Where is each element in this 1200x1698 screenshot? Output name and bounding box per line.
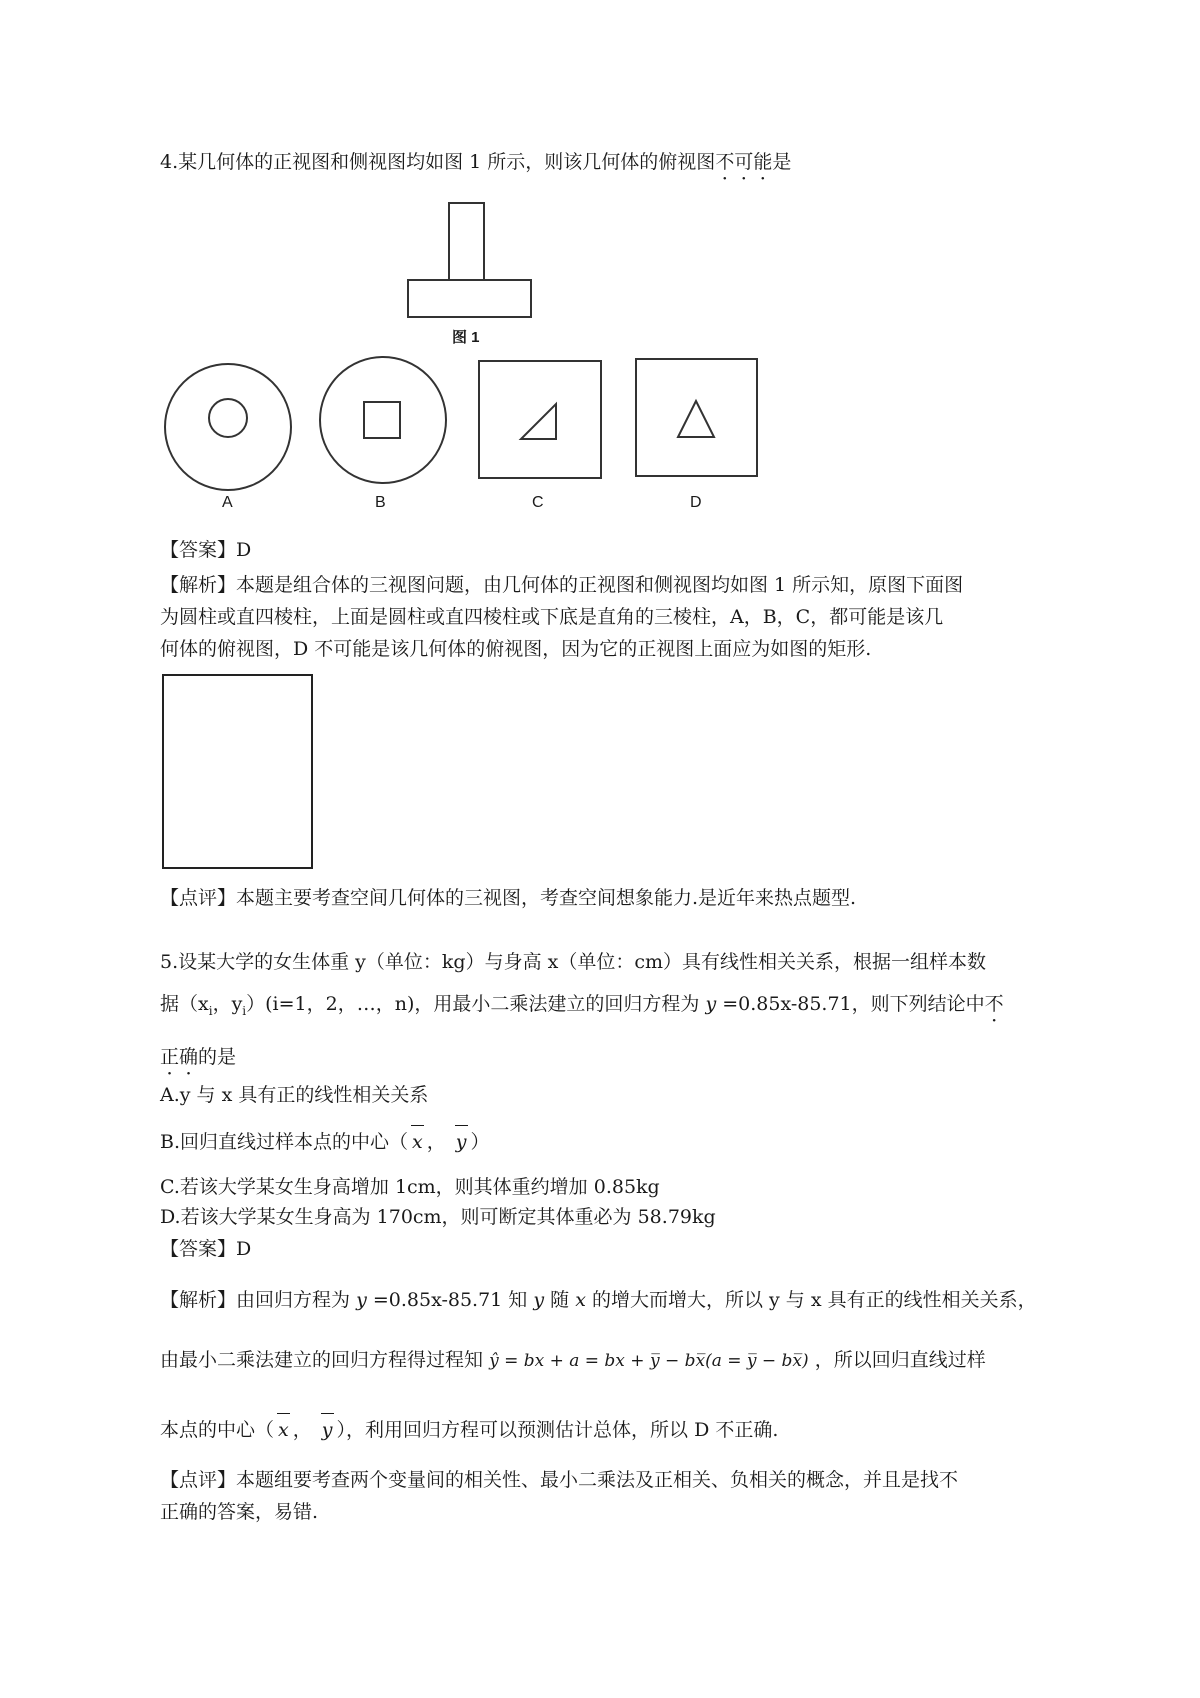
analysis-rectangle: [163, 675, 312, 868]
emph-char: 不: [715, 151, 735, 173]
q5-stem-line-3: 正确的是: [160, 1046, 237, 1068]
q5-comment-line-2: 正确的答案，易错.: [160, 1501, 319, 1523]
option-d-drawing: [636, 359, 757, 476]
q4-answer: 【答案】D: [160, 539, 252, 561]
option-b-drawing: [320, 357, 446, 483]
q5-analysis-line-2: 由最小二乘法建立的回归方程得过程知 ŷ = bx + a = bx + y̅ − bx̅(a = y̅ − bx̅) ，所以回归直线过样: [160, 1349, 986, 1371]
option-c-label: C: [532, 494, 544, 511]
emph-char: 正: [160, 1046, 180, 1068]
option-d-label: D: [690, 494, 702, 511]
emph-char: 确: [179, 1046, 199, 1068]
q5-option-b: B.回归直线过样本点的中心（ x ， y ）: [160, 1131, 490, 1153]
regression-formula: ŷ = bx + a = bx + y̅ − bx̅(a = y̅ − bx̅): [489, 1351, 809, 1371]
option-b-label: B: [375, 494, 386, 511]
option-c-drawing: [479, 361, 601, 478]
q5-comment-line-1: 【点评】本题组要考查两个变量间的相关性、最小二乘法及正相关、负相关的概念，并且是找不: [160, 1469, 959, 1491]
q4-analysis-line-3: 何体的俯视图，D 不可能是该几何体的俯视图，因为它的正视图上面应为如图的矩形.: [160, 638, 872, 660]
q5-option-c: C.若该大学某女生身高增加 1cm，则其体重约增加 0.85kg: [160, 1176, 660, 1198]
q5-analysis-line-3: 本点的中心（ x ， y ），利用回归方程可以预测估计总体，所以 D 不正确.: [160, 1419, 779, 1441]
q4-stem: 4.某几何体的正视图和侧视图均如图 1 所示，则该几何体的俯视图不可能是: [160, 151, 792, 173]
emph-char: 能: [753, 151, 773, 173]
q4-analysis-line-1: 【解析】本题是组合体的三视图问题，由几何体的正视图和侧视图均如图 1 所示知，原图下面图: [160, 574, 964, 596]
q5-option-a: A.y 与 x 具有正的线性相关关系: [160, 1084, 429, 1106]
option-a-drawing: [165, 364, 291, 490]
q4-analysis-line-2: 为圆柱或直四棱柱，上面是圆柱或直四棱柱或下底是直角的三棱柱，A，B，C，都可能是该几: [160, 606, 944, 628]
q5-analysis-line-1: 【解析】由回归方程为 y =0.85x-85.71 知 y 随 x 的增大而增大，所以 y 与 x 具有正的线性相关关系，: [160, 1289, 1037, 1311]
q5-option-d: D.若该大学某女生身高为 170cm，则可断定其体重必为 58.79kg: [160, 1206, 716, 1228]
emph-char: 可: [734, 151, 754, 173]
figure-1-drawing: [408, 203, 531, 317]
x-bar: x: [274, 1418, 293, 1442]
y-bar: y: [318, 1418, 337, 1442]
y-bar: y: [452, 1130, 471, 1154]
option-a-label: A: [222, 494, 233, 511]
emph-char: 不: [984, 993, 1004, 1015]
q5-answer: 【答案】D: [160, 1238, 252, 1260]
figure-1-label: 图 1: [452, 329, 480, 346]
q4-comment: 【点评】本题主要考查空间几何体的三视图，考查空间想象能力.是近年来热点题型.: [160, 887, 857, 909]
q5-stem-line-2: 据（$x_i$，$y_i)(i=1$，2，…，n)，用最小二乘法建立的回归方程为 y =0.85x-85.71，则下列结论中不: [160, 993, 1004, 1018]
x-bar: x: [408, 1130, 427, 1154]
q5-stem-line-1: 5.设某大学的女生体重 y（单位：kg）与身高 x（单位：cm）具有线性相关关系，根据一组样本数: [160, 951, 986, 973]
